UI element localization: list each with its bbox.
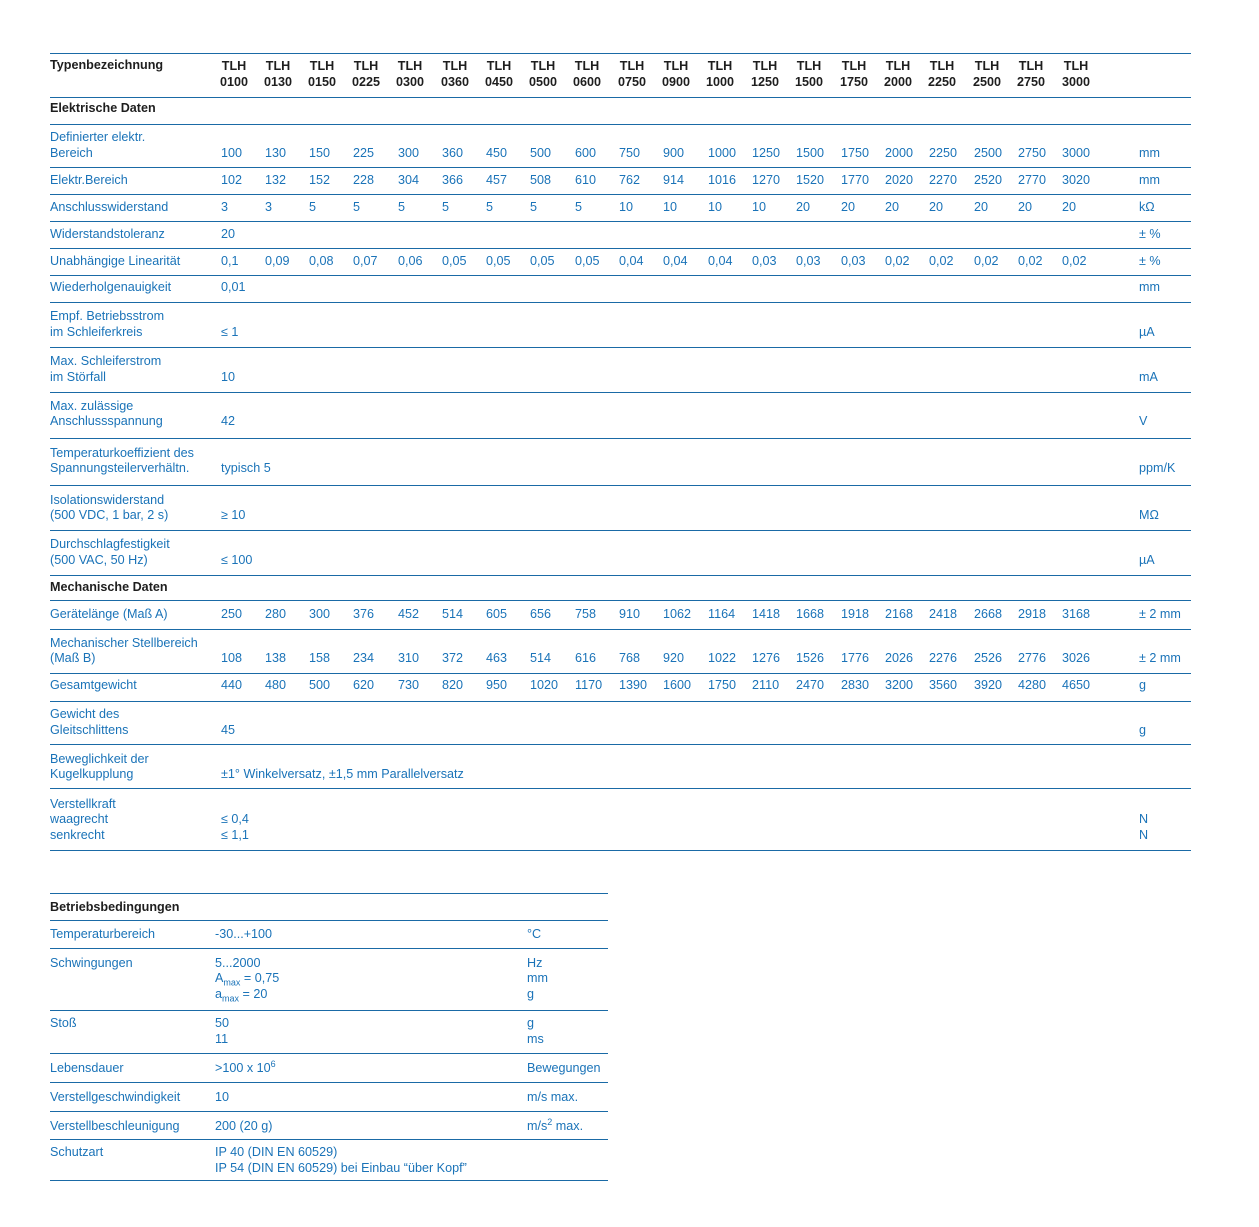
table-cell: 2470 (796, 678, 825, 692)
section-mechanical: Mechanische Daten (50, 580, 168, 594)
table-cell: 2770 (1018, 173, 1047, 187)
row-label: Definierter elektr. (50, 130, 146, 144)
value: ±1° Winkelversatz, ±1,5 mm Parallelversatz (221, 767, 464, 781)
table-cell: 0,05 (530, 254, 555, 268)
model-header: TLH 0900 (661, 59, 691, 89)
unit: ppm/K (1139, 461, 1176, 475)
table-cell: 900 (663, 146, 685, 160)
table-cell: 2526 (974, 651, 1003, 665)
table-cell: 2250 (929, 146, 958, 160)
row-label: Verstellkraft (50, 797, 116, 811)
model-header: TLH 1250 (750, 59, 780, 89)
value: 200 (20 g) (215, 1119, 273, 1133)
value: $a_{max} = 20$ (215, 987, 268, 1004)
table-cell: 3 (265, 200, 273, 214)
model-header: TLH 0500 (528, 59, 558, 89)
table-cell: 100 (221, 146, 243, 160)
unit: $m/s^2$ max. (527, 1116, 584, 1133)
table-cell: 0,1 (221, 254, 239, 268)
table-cell: 5 (398, 200, 406, 214)
table-cell: 3026 (1062, 651, 1091, 665)
table-cell: 0,04 (663, 254, 688, 268)
unit: ± % (1139, 227, 1161, 241)
row-label: Verstellgeschwindigkeit (50, 1090, 181, 1104)
table-cell: 5 (442, 200, 450, 214)
table-cell: 920 (663, 651, 685, 665)
table-cell: 2000 (885, 146, 914, 160)
unit: V (1139, 414, 1148, 428)
table-cell: 1276 (752, 651, 781, 665)
table-cell: 150 (309, 146, 331, 160)
value: >100 x $10^6$ (215, 1058, 276, 1075)
value: 5...2000 (215, 956, 261, 970)
value: ≤ 1,1 (221, 828, 249, 842)
table-cell: 3 (221, 200, 229, 214)
model-header: TLH 0450 (484, 59, 514, 89)
table-cell: 463 (486, 651, 508, 665)
table-cell: 2026 (885, 651, 914, 665)
table-cell: 0,02 (885, 254, 910, 268)
value: 10 (215, 1090, 230, 1104)
table-cell: 0,03 (841, 254, 866, 268)
value: 10 (221, 370, 236, 384)
row-label: Isolationswiderstand (50, 493, 165, 507)
rule (50, 248, 1191, 249)
unit: ± 2 mm (1139, 607, 1181, 621)
table-cell: 1918 (841, 607, 870, 621)
model-header: TLH 2000 (883, 59, 913, 89)
table-cell: 4650 (1062, 678, 1091, 692)
table-cell: 1600 (663, 678, 692, 692)
table-cell: 20 (974, 200, 989, 214)
rule (50, 194, 1191, 195)
row-label: Schwingungen (50, 956, 133, 970)
operating-title: Betriebsbedingungen (50, 900, 180, 914)
table-cell: 10 (708, 200, 723, 214)
table-cell: 500 (309, 678, 331, 692)
row-label: waagrecht (50, 812, 109, 826)
table-cell: 3200 (885, 678, 914, 692)
table-cell: 3560 (929, 678, 958, 692)
table-cell: 1016 (708, 173, 737, 187)
unit: µA (1139, 553, 1155, 567)
unit: mA (1139, 370, 1158, 384)
rule (50, 347, 1191, 348)
table-cell: 950 (486, 678, 508, 692)
table-cell: 5 (575, 200, 583, 214)
rule (50, 221, 1191, 222)
row-label: Wiederholgenauigkeit (50, 280, 172, 294)
table-cell: 1520 (796, 173, 825, 187)
rule (50, 1139, 608, 1140)
table-cell: 0,03 (752, 254, 777, 268)
table-cell: 500 (530, 146, 552, 160)
row-label: (500 VAC, 50 Hz) (50, 553, 148, 567)
row-label: Anschlussspannung (50, 414, 163, 428)
table-cell: 1022 (708, 651, 737, 665)
model-header: TLH 0100 (219, 59, 249, 89)
table-cell: 1270 (752, 173, 781, 187)
value: ≤ 100 (221, 553, 253, 567)
table-cell: 1170 (575, 678, 603, 692)
model-header: TLH 2750 (1016, 59, 1046, 89)
table-cell: 656 (530, 607, 552, 621)
rule (50, 600, 1191, 601)
model-header: TLH 1750 (839, 59, 869, 89)
table-cell: 152 (309, 173, 331, 187)
model-header: TLH 1000 (705, 59, 735, 89)
table-cell: 480 (265, 678, 287, 692)
row-label: Empf. Betriebsstrom (50, 309, 165, 323)
unit: g (1139, 678, 1147, 692)
row-label: Kugelkupplung (50, 767, 134, 781)
row-label: Verstellbeschleunigung (50, 1119, 180, 1133)
rule (50, 673, 1191, 674)
unit: N (1139, 828, 1149, 842)
row-label: (500 VDC, 1 bar, 2 s) (50, 508, 169, 522)
table-cell: 1250 (752, 146, 781, 160)
table-cell: 280 (265, 607, 287, 621)
value: 0,01 (221, 280, 246, 294)
row-label: Widerstandstoleranz (50, 227, 165, 241)
table-cell: 514 (530, 651, 552, 665)
table-cell: 3920 (974, 678, 1003, 692)
table-cell: 0,07 (353, 254, 378, 268)
table-cell: 758 (575, 607, 597, 621)
table-cell: 300 (309, 607, 331, 621)
table-cell: 450 (486, 146, 508, 160)
table-cell: 0,04 (708, 254, 733, 268)
table-cell: 304 (398, 173, 420, 187)
row-label: Anschlusswiderstand (50, 200, 169, 214)
table-cell: 1668 (796, 607, 825, 621)
row-label: Gerätelänge (Maß A) (50, 607, 168, 621)
table-cell: 508 (530, 173, 552, 187)
rule (50, 629, 1191, 630)
row-label: Gleitschlittens (50, 723, 129, 737)
row-label: Durchschlagfestigkeit (50, 537, 170, 551)
table-cell: 310 (398, 651, 420, 665)
row-label: Elektr.Bereich (50, 173, 128, 187)
table-cell: 0,05 (442, 254, 467, 268)
value: 50 (215, 1016, 230, 1030)
table-cell: 620 (353, 678, 375, 692)
table-cell: 20 (885, 200, 900, 214)
table-cell: 20 (796, 200, 811, 214)
table-cell: 750 (619, 146, 641, 160)
rule (50, 97, 1191, 98)
table-cell: 2110 (752, 678, 780, 692)
rule (50, 302, 1191, 303)
table-cell: 0,02 (1018, 254, 1043, 268)
table-cell: 1770 (841, 173, 870, 187)
rule (50, 948, 608, 949)
table-cell: 0,04 (619, 254, 644, 268)
table-cell: 5 (309, 200, 317, 214)
table-cell: 158 (309, 651, 331, 665)
table-cell: 20 (841, 200, 856, 214)
table-cell: 132 (265, 173, 287, 187)
table-cell: 20 (1062, 200, 1077, 214)
unit: m/s max. (527, 1090, 579, 1104)
table-cell: 0,05 (575, 254, 600, 268)
table-cell: 250 (221, 607, 243, 621)
rule (50, 485, 1191, 486)
unit: kΩ (1139, 200, 1155, 214)
table-cell: 2276 (929, 651, 958, 665)
value: ≤ 1 (221, 325, 239, 339)
rule (50, 1053, 608, 1054)
table-cell: 10 (663, 200, 678, 214)
table-cell: 610 (575, 173, 597, 187)
table-cell: 20 (1018, 200, 1033, 214)
rule (50, 744, 1191, 745)
model-header: TLH 0225 (351, 59, 381, 89)
rule (50, 438, 1191, 439)
table-cell: 3000 (1062, 146, 1091, 160)
model-header: TLH 0150 (307, 59, 337, 89)
row-label: Gewicht des (50, 707, 120, 721)
unit: mm (1139, 280, 1160, 294)
type-designation-label: Typenbezeichnung (50, 58, 164, 72)
table-cell: 2830 (841, 678, 870, 692)
table-cell: 2418 (929, 607, 958, 621)
rule (50, 788, 1191, 789)
rule (50, 1010, 608, 1011)
table-cell: 2668 (974, 607, 1003, 621)
table-cell: 616 (575, 651, 597, 665)
value: ≥ 10 (221, 508, 246, 522)
model-header: TLH 2250 (927, 59, 957, 89)
table-cell: 1020 (530, 678, 559, 692)
value: -30...+100 (215, 927, 273, 941)
table-cell: 1750 (841, 146, 870, 160)
rule (50, 920, 608, 921)
model-header: TLH 1500 (794, 59, 824, 89)
table-cell: 2776 (1018, 651, 1047, 665)
table-cell: 2918 (1018, 607, 1047, 621)
table-cell: 1500 (796, 146, 825, 160)
table-cell: 910 (619, 607, 641, 621)
table-cell: 20 (929, 200, 944, 214)
row-label: (Maß B) (50, 651, 96, 665)
table-cell: 5 (530, 200, 538, 214)
unit: ± % (1139, 254, 1161, 268)
row-label: im Schleiferkreis (50, 325, 143, 339)
rule (50, 53, 1191, 54)
row-label: Max. Schleiferstrom (50, 354, 162, 368)
rule (50, 893, 608, 894)
table-cell: 5 (353, 200, 361, 214)
table-cell: 138 (265, 651, 287, 665)
model-header: TLH 0600 (572, 59, 602, 89)
table-cell: 768 (619, 651, 641, 665)
table-cell: 1776 (841, 651, 870, 665)
table-cell: 300 (398, 146, 420, 160)
rule (50, 701, 1191, 702)
table-cell: 762 (619, 173, 641, 187)
table-cell: 2750 (1018, 146, 1047, 160)
table-cell: 1000 (708, 146, 737, 160)
unit: g (1139, 723, 1147, 737)
table-cell: 4280 (1018, 678, 1047, 692)
unit: ± 2 mm (1139, 651, 1181, 665)
unit: ms (527, 1032, 544, 1046)
table-cell: 108 (221, 651, 243, 665)
table-cell: 2520 (974, 173, 1003, 187)
row-label: Spannungsteilerverhältn. (50, 461, 190, 475)
row-label: senkrecht (50, 828, 105, 842)
row-label: Bereich (50, 146, 93, 160)
table-cell: 514 (442, 607, 464, 621)
unit: N (1139, 812, 1149, 826)
value: $A_{max} = 0,75$ (215, 971, 280, 988)
row-label: Mechanischer Stellbereich (50, 636, 198, 650)
unit: Hz (527, 956, 543, 970)
rule (50, 1082, 608, 1083)
rule (50, 1111, 608, 1112)
rule (50, 275, 1191, 276)
model-header: TLH 0130 (263, 59, 293, 89)
value: ≤ 0,4 (221, 812, 249, 826)
table-cell: 130 (265, 146, 287, 160)
rule (50, 167, 1191, 168)
model-header: TLH 0360 (440, 59, 470, 89)
row-label: Gesamtgewicht (50, 678, 137, 692)
row-label: Beweglichkeit der (50, 752, 149, 766)
rule (50, 530, 1191, 531)
table-cell: 440 (221, 678, 243, 692)
rule (50, 124, 1191, 125)
section-electrical: Elektrische Daten (50, 101, 156, 115)
table-cell: 376 (353, 607, 375, 621)
table-cell: 730 (398, 678, 420, 692)
table-cell: 914 (663, 173, 685, 187)
table-cell: 3168 (1062, 607, 1091, 621)
value: typisch 5 (221, 461, 271, 475)
table-cell: 1526 (796, 651, 825, 665)
row-label: Temperaturbereich (50, 927, 155, 941)
table-cell: 0,03 (796, 254, 821, 268)
value: IP 40 (DIN EN 60529) (215, 1145, 338, 1159)
table-cell: 1418 (752, 607, 781, 621)
table-cell: 0,02 (974, 254, 999, 268)
value: IP 54 (DIN EN 60529) bei Einbau “über Kopf” (215, 1161, 467, 1175)
table-cell: 228 (353, 173, 375, 187)
row-label: Stoß (50, 1016, 77, 1030)
table-cell: 0,02 (1062, 254, 1087, 268)
table-cell: 10 (619, 200, 634, 214)
table-cell: 820 (442, 678, 464, 692)
unit: g (527, 987, 535, 1001)
rule (50, 392, 1191, 393)
unit: Bewegungen (527, 1061, 601, 1075)
row-label: im Störfall (50, 370, 106, 384)
rule (50, 575, 1191, 576)
table-cell: 360 (442, 146, 464, 160)
row-label: Schutzart (50, 1145, 104, 1159)
value: 20 (221, 227, 236, 241)
model-header: TLH 3000 (1061, 59, 1091, 89)
table-cell: 234 (353, 651, 375, 665)
table-cell: 605 (486, 607, 508, 621)
table-cell: 2270 (929, 173, 958, 187)
unit: g (527, 1016, 535, 1030)
table-cell: 3020 (1062, 173, 1091, 187)
table-cell: 1164 (708, 607, 736, 621)
table-cell: 0,02 (929, 254, 954, 268)
row-label: Unabhängige Linearität (50, 254, 181, 268)
table-cell: 102 (221, 173, 243, 187)
value: 11 (215, 1032, 229, 1046)
rule (50, 850, 1191, 851)
row-label: Temperaturkoeffizient des (50, 446, 194, 460)
unit: mm (1139, 146, 1160, 160)
table-cell: 457 (486, 173, 508, 187)
table-cell: 2020 (885, 173, 914, 187)
unit: µA (1139, 325, 1155, 339)
value: 45 (221, 723, 236, 737)
model-header: TLH 0750 (617, 59, 647, 89)
unit: mm (527, 971, 548, 985)
model-header: TLH 2500 (972, 59, 1002, 89)
unit: MΩ (1139, 508, 1159, 522)
value: 42 (221, 414, 236, 428)
table-cell: 0,08 (309, 254, 334, 268)
table-cell: 225 (353, 146, 375, 160)
table-cell: 600 (575, 146, 597, 160)
table-cell: 1750 (708, 678, 737, 692)
table-cell: 366 (442, 173, 464, 187)
table-cell: 0,06 (398, 254, 423, 268)
unit: mm (1139, 173, 1160, 187)
model-header: TLH 0300 (395, 59, 425, 89)
table-cell: 1062 (663, 607, 692, 621)
rule (50, 1180, 608, 1181)
table-cell: 0,05 (486, 254, 511, 268)
row-label: Max. zulässige (50, 399, 134, 413)
table-cell: 2168 (885, 607, 914, 621)
table-cell: 1390 (619, 678, 648, 692)
row-label: Lebensdauer (50, 1061, 124, 1075)
table-cell: 2500 (974, 146, 1003, 160)
table-cell: 0,09 (265, 254, 290, 268)
table-cell: 5 (486, 200, 494, 214)
table-cell: 372 (442, 651, 464, 665)
table-cell: 452 (398, 607, 420, 621)
unit: °C (527, 927, 542, 941)
table-cell: 10 (752, 200, 767, 214)
